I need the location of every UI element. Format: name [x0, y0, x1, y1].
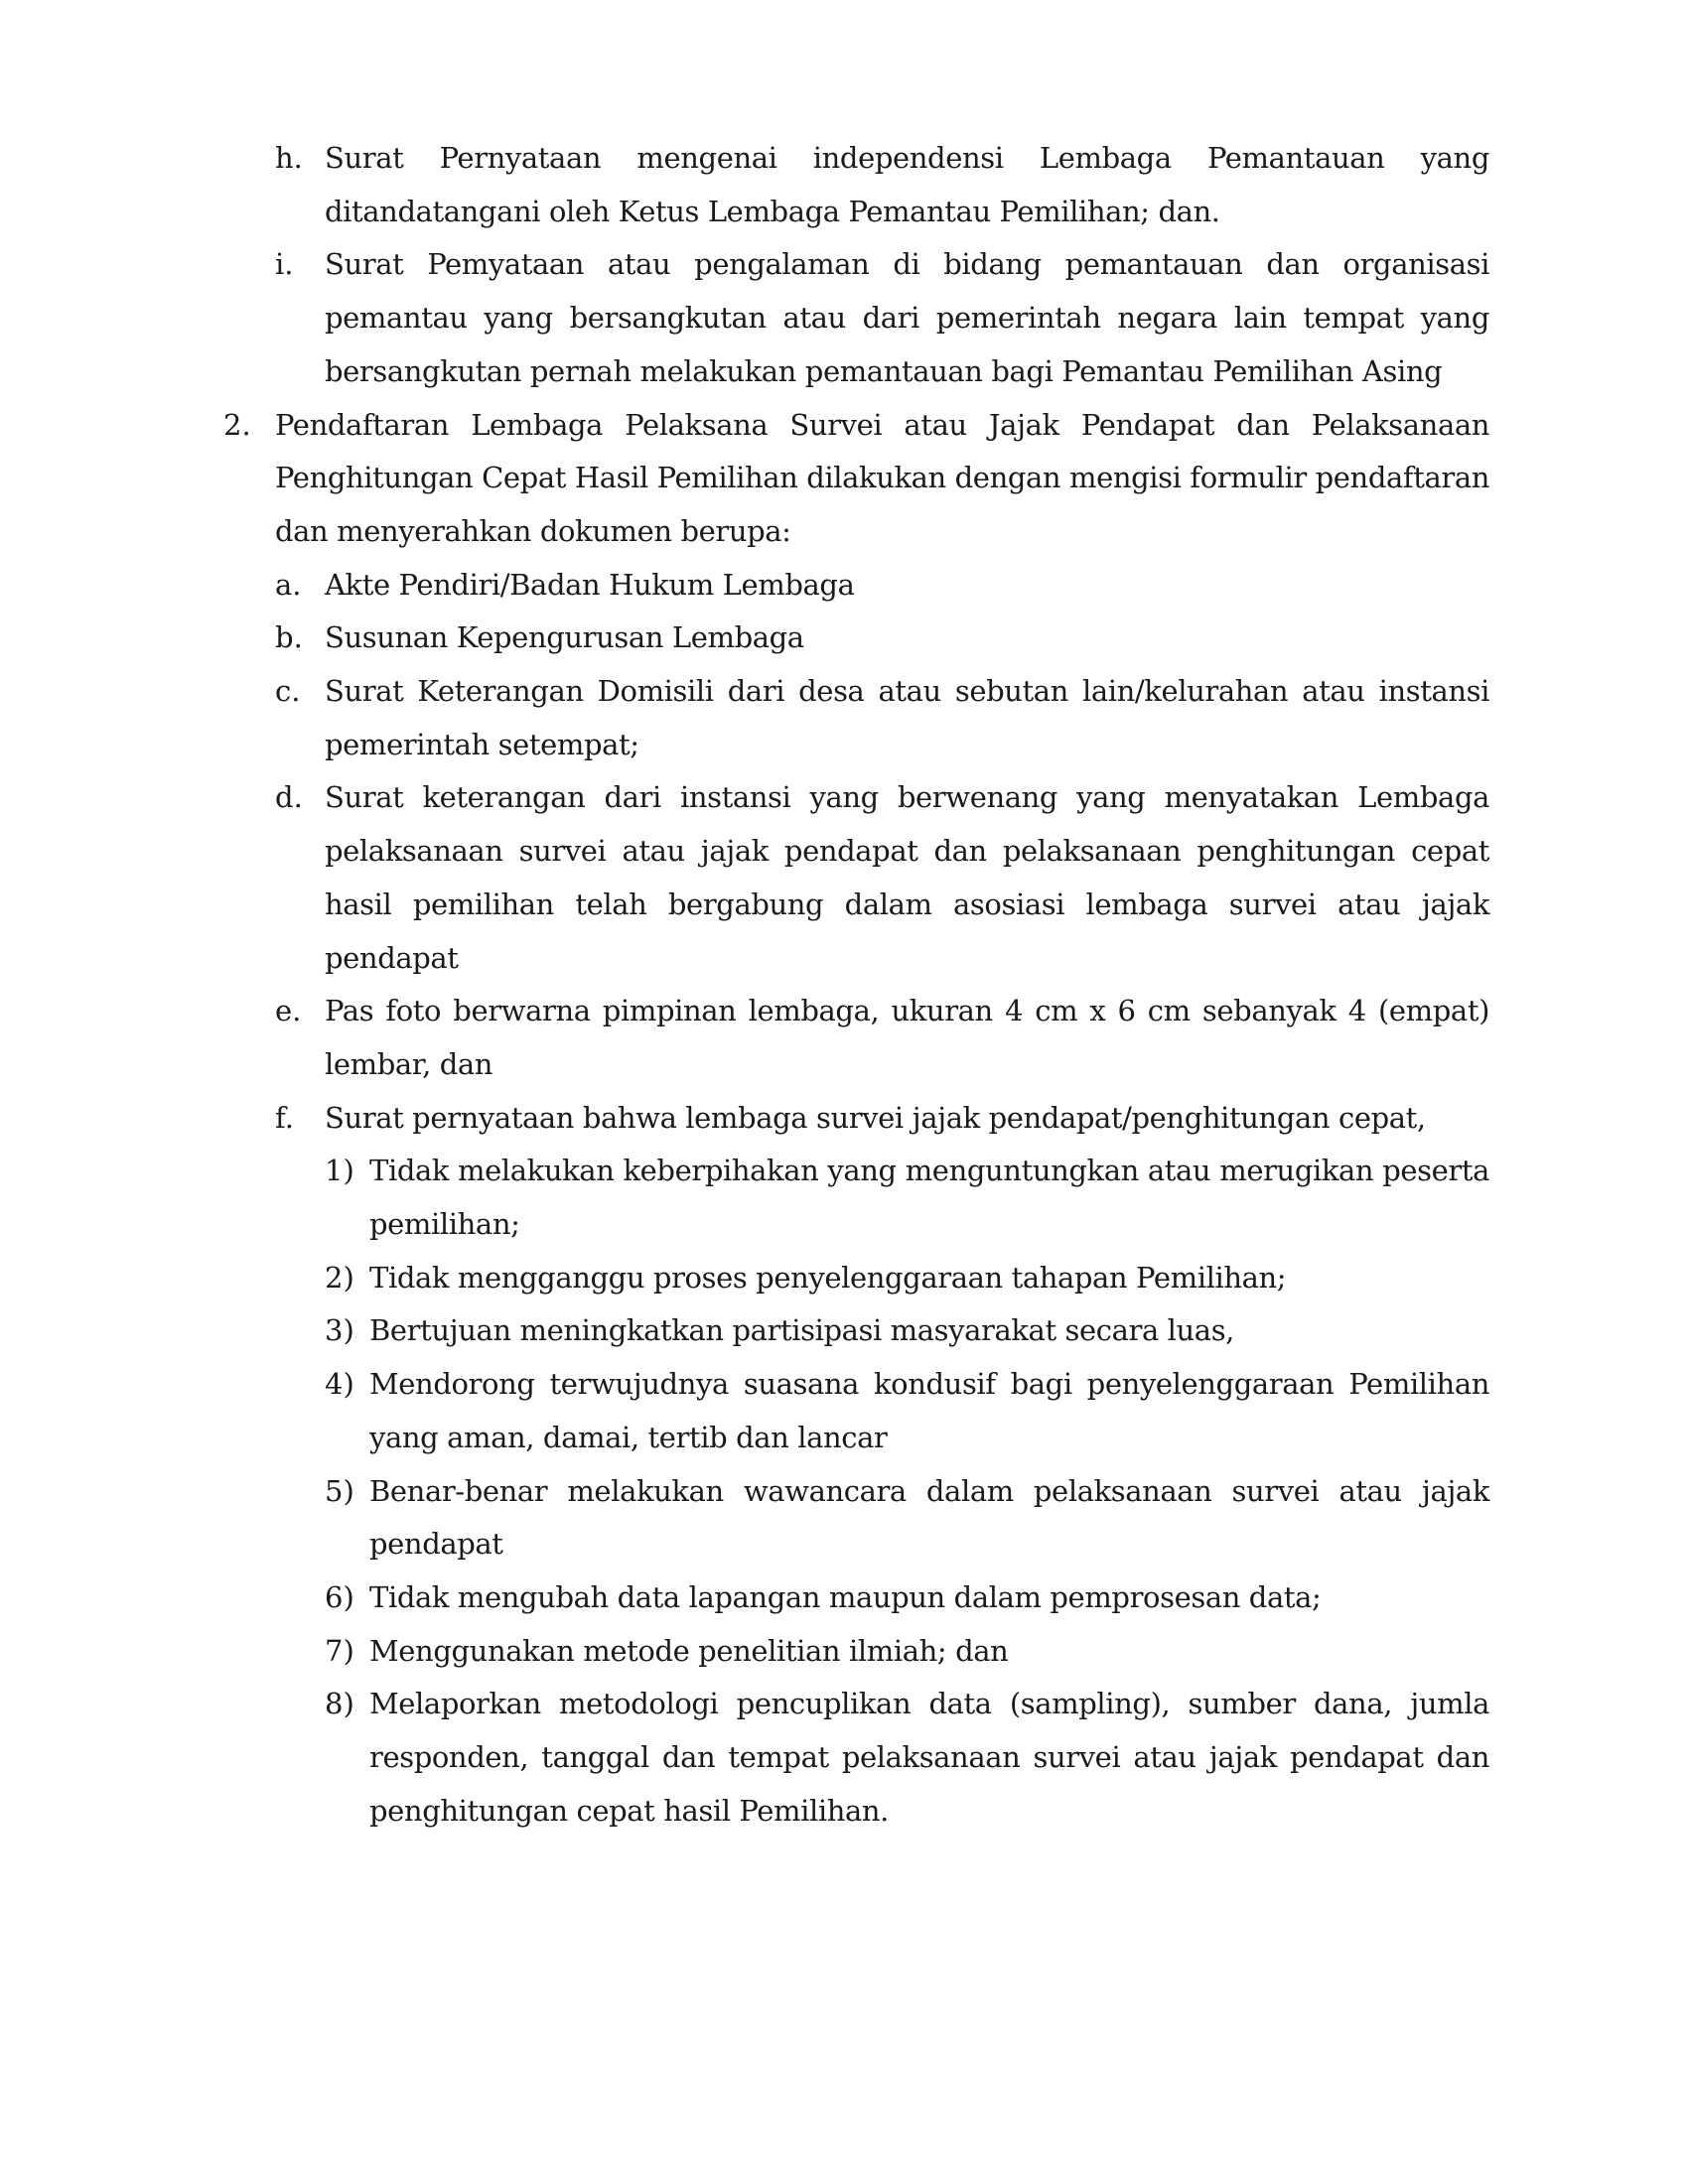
list-marker: d.	[275, 780, 303, 815]
list-item-text: Menggunakan metode penelitian ilmiah; dan	[369, 1633, 1009, 1668]
document-content	[223, 132, 1489, 1839]
list-item-text: Surat Keterangan Domisili dari desa atau sebutan lain/kelurahan atau instansi pemerintah setempat;	[325, 674, 1489, 761]
list-item-text: Surat pernyataan bahwa lembaga survei jajak pendapat/penghitungan cepat,	[325, 1100, 1426, 1135]
list-item-text: Surat Pernyataan mengenai independensi Lembaga Pemantauan yang ditandatangani oleh Ketus Lembaga Pemantau Pemilihan; dan.	[325, 141, 1489, 228]
list-item-text: Susunan Kepengurusan Lembaga	[325, 620, 804, 655]
list-item-text: Tidak mengganggu proses penyelenggaraan tahapan Pemilihan;	[369, 1260, 1287, 1295]
list-item-text: Pendaftaran Lembaga Pelaksana Survei atau Jajak Pendapat dan Pelaksanaan Penghitungan Cepat Hasil Pemilihan dilakukan dengan mengisi formulir pendaftaran dan menyerahkan dokumen berupa:	[275, 407, 1489, 548]
list-marker: 2)	[325, 1260, 354, 1295]
list-marker: 5)	[325, 1473, 354, 1508]
list-item-f	[223, 1092, 1489, 1146]
list-item-i	[223, 238, 1489, 398]
list-item-2	[223, 399, 1489, 559]
list-item-text: Surat Pemyataan atau pengalaman di bidang pemantauan dan organisasi pemantau yang bersangkutan atau dari pemerintah negara lain tempat yang bersangkutan pernah melakukan pemantauan bagi Pemantau Pemilihan Asing	[325, 247, 1489, 388]
list-marker: a.	[275, 567, 302, 602]
list-item-text: Mendorong terwujudnya suasana kondusif bagi penyelenggaraan Pemilihan yang aman, damai, tertib dan lancar	[369, 1367, 1489, 1454]
list-item-text: Tidak mengubah data lapangan maupun dalam pemprosesan data;	[369, 1579, 1322, 1614]
list-item-text: Pas foto berwarna pimpinan lembaga, ukuran 4 cm x 6 cm sebanyak 4 (empat) lembar, dan	[325, 994, 1489, 1081]
list-marker: e.	[275, 994, 302, 1028]
list-item-f-6	[223, 1571, 1489, 1625]
list-item-b	[223, 612, 1489, 665]
list-item-text: Surat keterangan dari instansi yang berwenang yang menyatakan Lembaga pelaksanaan survei atau jajak pendapat dan pelaksanaan penghitungan cepat hasil pemilihan telah bergabung dalam asosiasi lembaga survei atau jajak pendapat	[325, 780, 1489, 975]
list-item-f-3	[223, 1304, 1489, 1358]
list-item-c	[223, 665, 1489, 771]
list-item-f-7	[223, 1625, 1489, 1679]
list-marker: 6)	[325, 1579, 354, 1614]
list-item-f-8	[223, 1678, 1489, 1838]
list-marker: 8)	[325, 1687, 354, 1721]
list-marker: 1)	[325, 1154, 354, 1188]
list-marker: b.	[275, 620, 303, 655]
list-item-text: Tidak melakukan keberpihakan yang menguntungkan atau merugikan peserta pemilihan;	[369, 1154, 1489, 1242]
list-item-text: Benar-benar melakukan wawancara dalam pelaksanaan survei atau jajak pendapat	[369, 1473, 1489, 1562]
list-marker: 7)	[325, 1633, 354, 1668]
list-marker: 2.	[223, 407, 251, 442]
list-item-d	[223, 771, 1489, 985]
list-item-text: Akte Pendiri/Badan Hukum Lembaga	[325, 567, 855, 602]
list-item-text: Melaporkan metodologi pencuplikan data (sampling), sumber dana, jumla responden, tanggal dan tempat pelaksanaan survei atau jajak pendapat dan penghitungan cepat hasil Pemilihan.	[369, 1687, 1489, 1828]
list-item-f-5	[223, 1465, 1489, 1571]
list-item-f-2	[223, 1252, 1489, 1305]
list-marker: c.	[275, 674, 301, 709]
list-marker: 4)	[325, 1367, 354, 1402]
list-marker: i.	[275, 247, 294, 282]
list-item-h	[223, 132, 1489, 238]
list-item-f-4	[223, 1358, 1489, 1464]
list-item-e	[223, 985, 1489, 1091]
list-item-a	[223, 559, 1489, 613]
list-item-f-1	[223, 1145, 1489, 1251]
list-marker: f.	[275, 1100, 294, 1135]
list-marker: 3)	[325, 1313, 354, 1348]
list-marker: h.	[275, 141, 303, 175]
list-item-text: Bertujuan meningkatkan partisipasi masyarakat secara luas,	[369, 1313, 1235, 1348]
